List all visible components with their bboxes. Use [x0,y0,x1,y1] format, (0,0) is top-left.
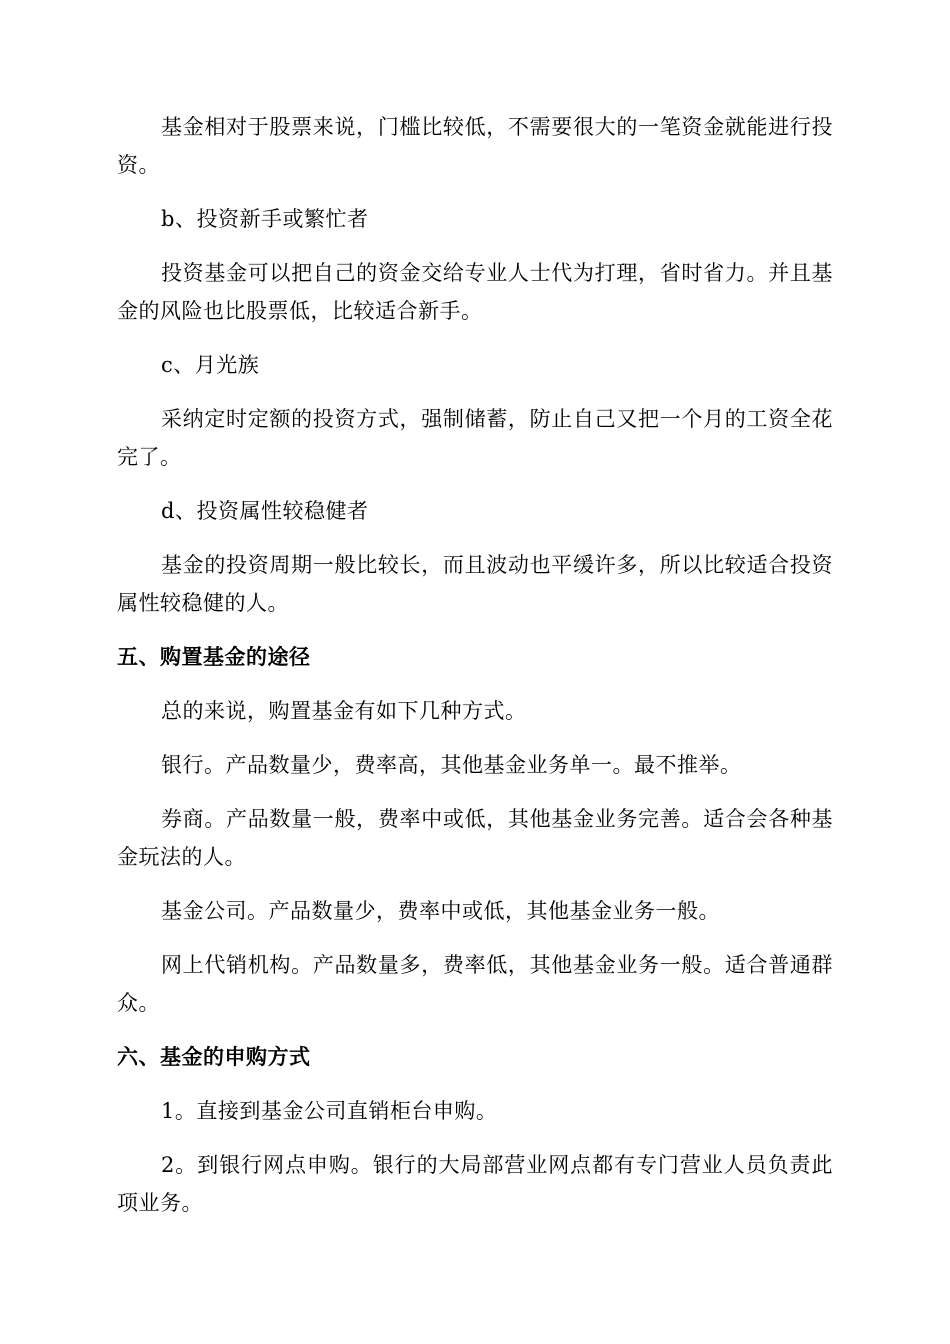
paragraph-direct-counter: 1。直接到基金公司直销柜台申购。 [161,1099,498,1123]
paragraph-bank-outlet: 2。到银行网点申购。银行的大局部营业网点都有专门营业人员负责此项业务。 [117,1153,833,1215]
paragraph-low-threshold: 基金相对于股票来说，门槛比较低，不需要很大的一笔资金就能进行投资。 [117,115,833,177]
paragraph-fixed-investment: 采纳定时定额的投资方式，强制储蓄，防止自己又把一个月的工资全花完了。 [117,407,833,469]
section-heading-subscription-methods: 六、基金的申购方式 [117,1045,311,1069]
subheading-c-moonlight-clan: c、月光族 [161,353,260,377]
paragraph-online-agency: 网上代销机构。产品数量多，费率低，其他基金业务一般。适合普通群众。 [117,953,833,1015]
paragraph-long-cycle: 基金的投资周期一般比较长，而且波动也平缓许多，所以比较适合投资属性较稳健的人。 [117,553,833,615]
section-heading-purchase-channels: 五、购置基金的途径 [117,645,311,669]
paragraph-fund-company: 基金公司。产品数量少，费率中或低，其他基金业务一般。 [161,899,720,923]
paragraph-bank: 银行。产品数量少，费率高，其他基金业务单一。最不推举。 [161,753,742,777]
subheading-b-new-investors: b、投资新手或繁忙者 [161,207,369,231]
paragraph-professional-management: 投资基金可以把自己的资金交给专业人士代为打理，省时省力。并且基金的风险也比股票低，比较适合新手。 [117,261,833,323]
subheading-d-conservative: d、投资属性较稳健者 [161,499,369,523]
paragraph-broker: 券商。产品数量一般，费率中或低，其他基金业务完善。适合会各种基金玩法的人。 [117,807,833,869]
paragraph-purchase-intro: 总的来说，购置基金有如下几种方式。 [161,699,527,723]
document-page [117,108,833,1238]
